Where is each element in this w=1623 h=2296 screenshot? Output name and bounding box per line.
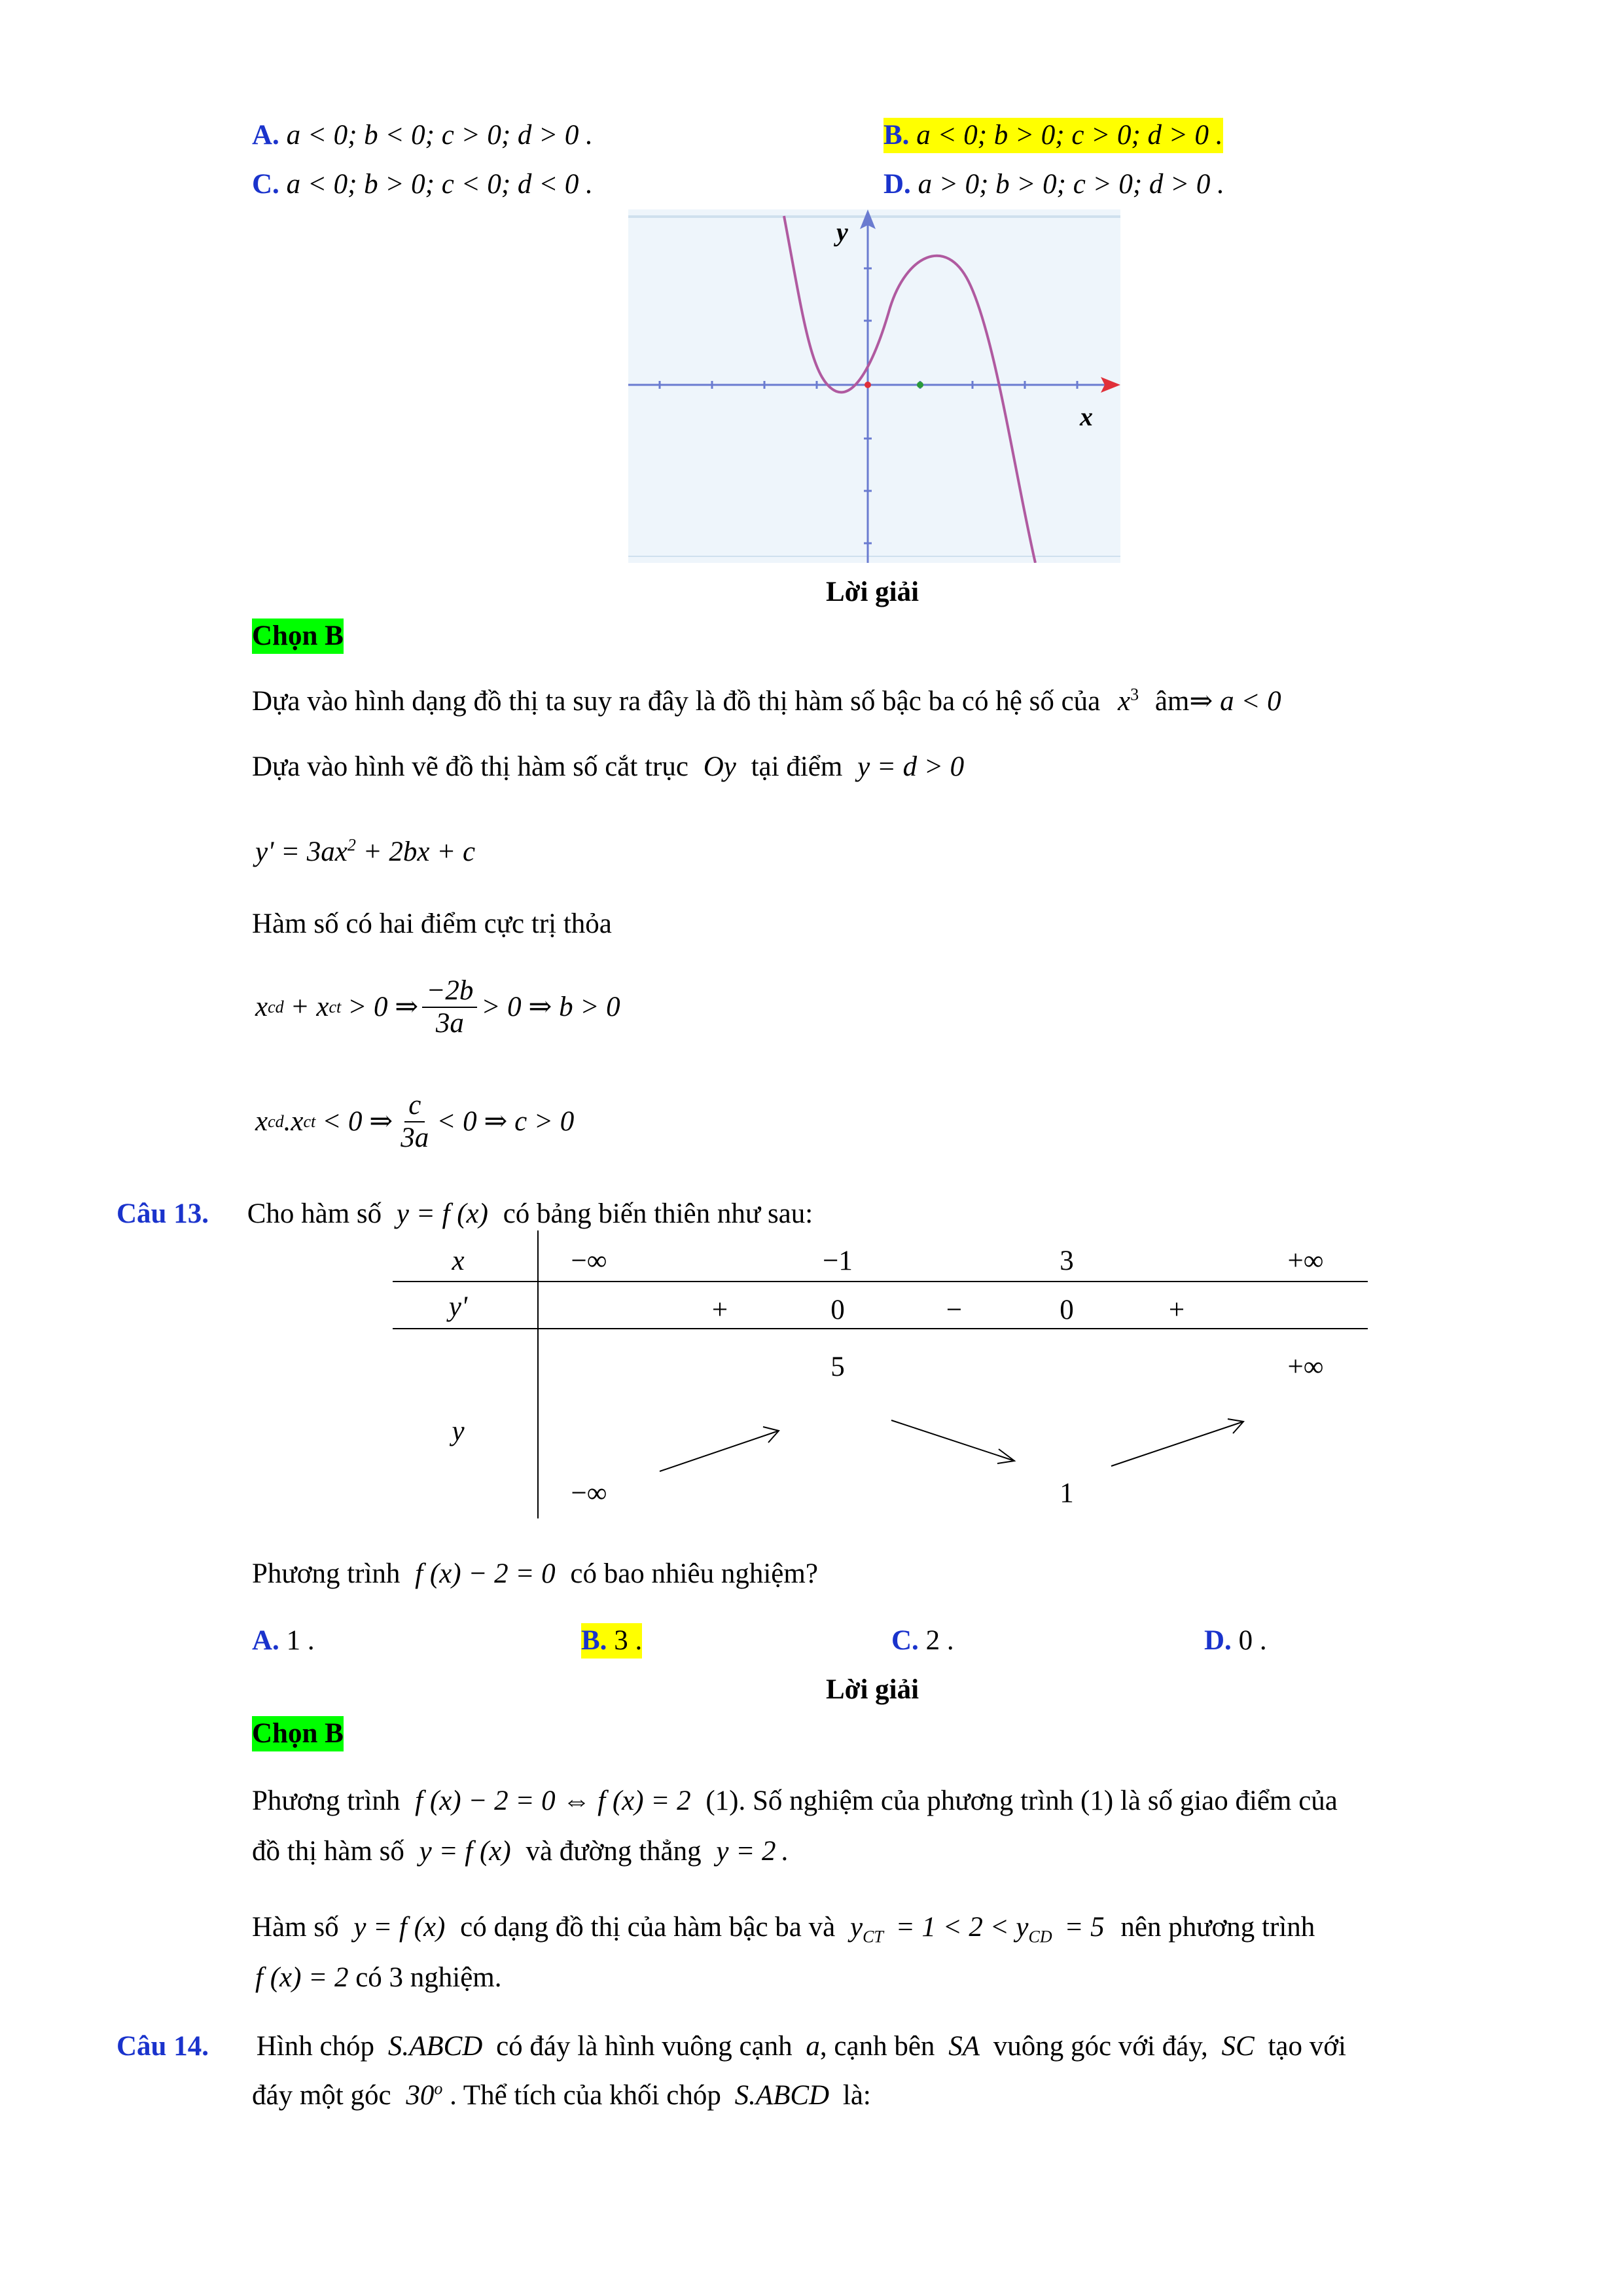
text: tạo với (1268, 2031, 1346, 2062)
math: x (255, 1106, 268, 1137)
numerator: c (404, 1090, 425, 1122)
text: có bảng biến thiên như sau: (503, 1198, 813, 1229)
x-value: 3 (1060, 1246, 1074, 1276)
math: ⇒ a < 0 (1189, 686, 1281, 717)
math: x (1118, 686, 1131, 717)
math: .x (283, 1106, 304, 1137)
superscript: 2 (347, 835, 356, 855)
math: y (849, 1912, 863, 1943)
row-label-y: y (452, 1416, 465, 1446)
text: và đường thẳng (526, 1836, 702, 1867)
option-text: a > 0; b > 0; c > 0; d > 0 . (918, 169, 1224, 200)
text: có đáy là hình vuông cạnh (496, 2031, 793, 2062)
option-text: 2 . (925, 1625, 954, 1656)
text: Dựa vào hình dạng đồ thị ta suy ra đây là đồ thị hàm số bậc ba có hệ số của (252, 686, 1101, 717)
math: y = f (x) (353, 1912, 446, 1943)
y-min-value: 1 (1060, 1478, 1074, 1509)
yprime-zero: 0 (830, 1295, 845, 1325)
y-axis-label: y (836, 217, 848, 247)
y-start-value: −∞ (571, 1478, 607, 1509)
q12-option-a[interactable] (252, 118, 593, 153)
subscript: CT (863, 1927, 883, 1946)
green-point (917, 382, 923, 388)
math: y = f (x) (419, 1836, 511, 1867)
option-label: A. (252, 1625, 279, 1656)
text: đồ thị hàm số (252, 1836, 404, 1867)
graph-background (628, 209, 1120, 563)
derivative-formula (255, 834, 475, 870)
math: > 0 ⇒ (348, 992, 419, 1022)
math: S.ABCD (387, 2031, 483, 2062)
yprime-sign: + (711, 1295, 728, 1325)
q13-question (252, 1556, 818, 1592)
math: < 0 ⇒ (322, 1106, 393, 1137)
subscript: CD (1028, 1927, 1052, 1946)
solution-title: Lời giải (826, 577, 919, 607)
option-label: C. (891, 1625, 919, 1656)
q13-option-a[interactable] (252, 1623, 315, 1659)
solution13-p1-line1 (252, 1784, 1338, 1819)
cubic-graph (628, 209, 1120, 563)
text: có bao nhiêu nghiệm? (570, 1558, 818, 1589)
text: . (781, 1836, 789, 1867)
math: S.ABCD (734, 2080, 830, 2111)
option-text: a < 0; b < 0; c > 0; d > 0 . (286, 120, 593, 151)
fraction (397, 1090, 433, 1154)
option-text: a < 0; b > 0; c > 0; d > 0 . (916, 120, 1223, 151)
q13-option-d[interactable] (1204, 1623, 1267, 1659)
row-label-yprime: y' (448, 1291, 468, 1322)
text: vuông góc với đáy, (993, 2031, 1208, 2062)
option-label: B. (581, 1625, 607, 1656)
text: . Thể tích của khối chóp (450, 2080, 721, 2111)
increase-arrow (660, 1431, 779, 1471)
decrease-arrow (891, 1420, 1014, 1461)
sum-condition: x cd + x ct > 0 ⇒ $\frac{-2b}{3a}$ > 0 ⇒ b > 0 (255, 975, 620, 1039)
text: Hàm số (252, 1912, 339, 1943)
option-label: D. (883, 169, 911, 200)
math: + x (290, 992, 329, 1022)
q12-option-b[interactable] (883, 118, 1223, 153)
x-value: +∞ (1287, 1246, 1324, 1276)
x-value: −1 (823, 1246, 853, 1276)
text: đáy một góc (252, 2080, 391, 2111)
numerator: −2b (422, 975, 477, 1008)
option-text: 0 . (1238, 1625, 1267, 1656)
math: y = d > 0 (857, 751, 965, 782)
q13-option-b[interactable] (581, 1623, 642, 1659)
math: > 0 ⇒ b > 0 (481, 992, 620, 1022)
math: y' = 3ax (255, 836, 348, 867)
option-label: D. (1204, 1625, 1232, 1656)
q12-option-c[interactable] (252, 167, 593, 202)
math: x (255, 992, 268, 1022)
yprime-sign: + (1168, 1295, 1185, 1325)
math: SA (948, 2031, 980, 2062)
question-14-line1 (116, 2029, 1346, 2064)
product-condition: x cd .x ct < 0 ⇒ $\frac{c}{3a}$ < 0 ⇒ c > 0 (255, 1090, 575, 1153)
solution13-p2-line1 (252, 1910, 1315, 1945)
y-end-value: +∞ (1287, 1352, 1324, 1382)
question-label: Câu 13. (116, 1198, 209, 1229)
text: có 3 nghiệm. (355, 1962, 502, 1993)
text: âm (1154, 686, 1190, 717)
solution13-p2-line2 (255, 1960, 502, 1996)
math: = 1 < 2 < y (895, 1912, 1029, 1943)
text: Phương trình (252, 1785, 401, 1816)
denominator: 3a (401, 1122, 429, 1153)
math: SC (1221, 2031, 1255, 2062)
math: f (x) = 2 (255, 1962, 349, 1993)
solution12-line1 (252, 684, 1281, 719)
x-axis-label: x (1080, 402, 1093, 431)
text: Phương trình (252, 1558, 401, 1589)
chosen-answer: Chọn B (252, 1716, 344, 1751)
extrema-text: Hàm số có hai điểm cực trị thỏa (252, 908, 612, 939)
text: nên phương trình (1120, 1912, 1315, 1943)
math: Oy (703, 751, 736, 782)
x-value: −∞ (571, 1246, 607, 1276)
text: , cạnh bên (819, 2031, 935, 2062)
math: f (x) − 2 = 0 (415, 1558, 556, 1589)
solution12-line2 (252, 749, 964, 785)
text: Cho hàm số (247, 1198, 382, 1229)
math: = 5 (1064, 1912, 1105, 1943)
option-label: C. (252, 169, 279, 200)
math: a (806, 2031, 820, 2062)
superscript: 3 (1130, 685, 1139, 704)
variation-table (393, 1230, 1374, 1518)
math: y = 2 (716, 1836, 776, 1867)
increase-arrow (1111, 1422, 1243, 1466)
q13-option-c[interactable] (891, 1623, 954, 1659)
math: y = f (x) (396, 1198, 488, 1229)
math: < 0 ⇒ c > 0 (437, 1106, 575, 1137)
origin-point (865, 382, 871, 388)
option-label: B. (883, 120, 910, 151)
text: (1). Số nghiệm của phương trình (1) là số giao điểm của (705, 1785, 1338, 1816)
chosen-answer: Chọn B (252, 619, 344, 654)
option-text: 3 . (614, 1625, 643, 1656)
row-label-x: x (452, 1246, 465, 1276)
question-13 (116, 1196, 813, 1232)
q12-option-d[interactable] (883, 167, 1224, 202)
superscript: o (434, 2079, 443, 2098)
option-text: a < 0; b > 0; c < 0; d < 0 . (286, 169, 593, 200)
text: có dạng đồ thị của hàm bậc ba và (460, 1912, 836, 1943)
option-label: A. (252, 120, 279, 151)
denominator: 3a (435, 1008, 464, 1039)
y-max-value: 5 (830, 1352, 845, 1382)
solution-title: Lời giải (826, 1674, 919, 1705)
math: + 2bx + c (363, 836, 476, 867)
option-text: 1 . (286, 1625, 315, 1656)
solution13-p1-line2 (252, 1834, 788, 1869)
math: 30 (406, 2080, 435, 2111)
text: là: (842, 2080, 871, 2111)
math: f (x) − 2 = 0 ⇔ f (x) = 2 (415, 1785, 691, 1816)
text: tại điểm (751, 751, 843, 782)
fraction (422, 975, 477, 1039)
question-14-line2 (252, 2078, 871, 2113)
text: Dựa vào hình vẽ đồ thị hàm số cắt trục (252, 751, 688, 782)
text: Hình chóp (256, 2031, 375, 2062)
question-label: Câu 14. (116, 2031, 209, 2062)
yprime-sign: − (946, 1295, 963, 1325)
yprime-zero: 0 (1060, 1295, 1074, 1325)
